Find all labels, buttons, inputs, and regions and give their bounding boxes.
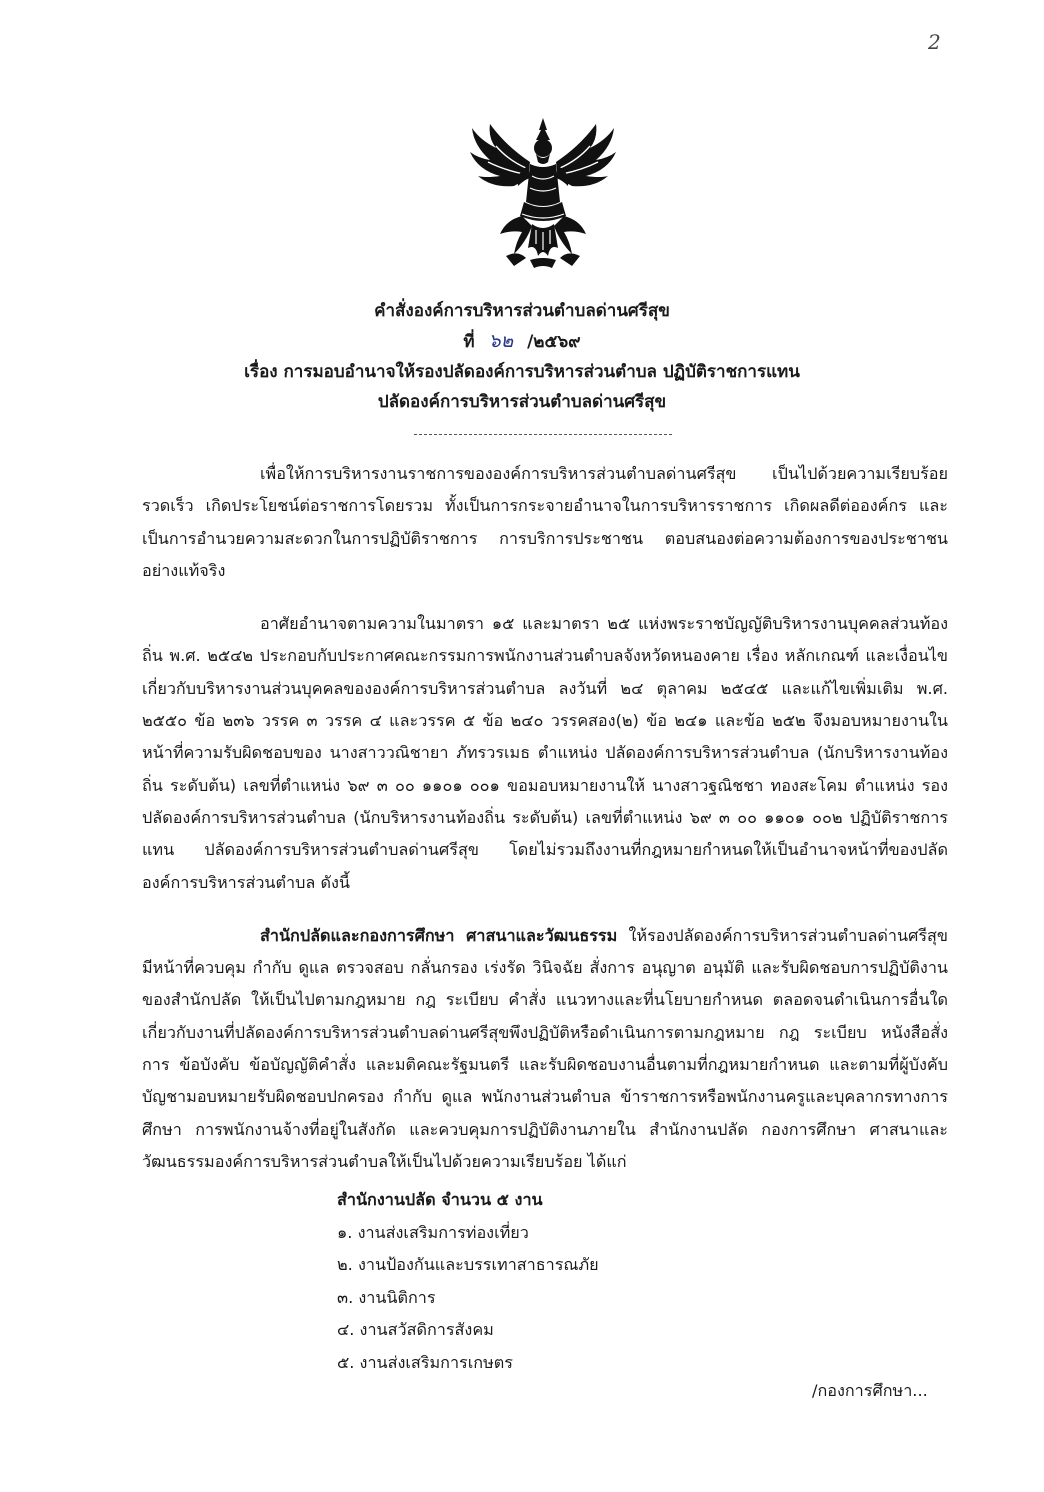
body-paragraph-3 — [142, 920, 948, 1178]
paragraph-3-text: ให้รองปลัดองค์การบริหารส่วนตำบลด่านศรีสุข มีหน้าที่ควบคุม กำกับ ดูแล ตรวจสอบ กลั่นกรอง เร่งรัด วินิจฉัย สั่งการ อนุญาต อนุมัติ และรับผิดชอบการปฏิบัติงานของสำนักปลัด ให้เป็นไปตามกฎหมาย กฎ ระเบียบ คำสั่ง แนวทางและที่นโยบายกำหนด ตลอดจนดำเนินการอื่นใด เกี่ยวกับงานที่ปลัดองค์การบริหารส่วนตำบลด่านศรีสุขพึงปฏิบัติหรือดำเนินการตามกฎหมาย กฎ ระเบียบ หนังสือสั่งการ ข้อบังคับ ข้อบัญญัติคำสั่ง และมติคณะรัฐมนตรี และรับผิดชอบงานอื่นตามที่กฎหมายกำหนด และตามที่ผู้บังคับบัญชามอบหมายรับผิดชอบปกครอง กำกับ ดูแล พนักงานส่วนตำบล ข้าราชการหรือพนักงานครูและบุคลากรทางการศึกษา การพนักงานจ้างที่อยู่ในสังกัด และควบคุมการปฏิบัติงานภายใน สำนักงานปลัด กองการศึกษา ศาสนาและวัฒนธรรมองค์การบริหารส่วนตำบลให้เป็นไปด้วยความเรียบร้อย ได้แก่ — [142, 925, 948, 1171]
garuda-emblem-icon — [466, 116, 620, 270]
list-item: ๒. งานป้องกันและบรรเทาสาธารณภัย — [337, 1255, 599, 1274]
header-divider — [414, 434, 672, 435]
work-list — [337, 1184, 599, 1379]
order-prefix: ที่ — [463, 332, 475, 352]
subject-line-1: เรื่อง การมอบอำนาจให้รองปลัดองค์การบริหารส่วนตำบล ปฏิบัติราชการแทน — [244, 362, 800, 382]
work-list-title: สำนักงานปลัด จำนวน ๕ งาน — [337, 1190, 543, 1209]
header-title: คำสั่งองค์การบริหารส่วนตำบลด่านศรีสุข — [374, 301, 670, 321]
list-item: ๕. งานส่งเสริมการเกษตร — [337, 1352, 513, 1372]
order-number-handwritten: ๖๒ — [488, 330, 514, 352]
paragraph-3-lead: สำนักปลัดและกองการศึกษา ศาสนาและวัฒนธรรม — [260, 925, 618, 945]
body-paragraph-1: เพื่อให้การบริหารงานราชการขององค์การบริหารส่วนตำบลด่านศรีสุข เป็นไปด้วยความเรียบร้อย รวดเร็ว เกิดประโยชน์ต่อราชการโดยรวม ทั้งเป็นการกระจายอำนาจในการบริหารราชการ เกิดผลดีต่อองค์กร และเป็นการอำนวยความสะดวกในการปฏิบัติราชการ การบริการประชาชน ตอบสนองต่อความต้องการของประชาชนอย่างแท้จริง — [142, 464, 948, 580]
body-paragraph-2: อาศัยอำนาจตามความในมาตรา ๑๕ และมาตรา ๒๕ แห่งพระราชบัญญัติบริหารงานบุคคลส่วนท้องถิ่น พ.ศ. ๒๕๔๒ ประกอบกับประกาศคณะกรรมการพนักงานส่วนตำบลจังหวัดหนองคาย เรื่อง หลักเกณฑ์ และเงื่อนไขเกี่ยวกับบริหารงานส่วนบุคคลขององค์การบริหารส่วนตำบล ลงวันที่ ๒๔ ตุลาคม ๒๕๔๕ และแก้ไขเพิ่มเติม พ.ศ. ๒๕๕๐ ข้อ ๒๓๖ วรรค ๓ วรรค ๔ และวรรค ๕ ข้อ ๒๔๐ วรรคสอง(๒) ข้อ ๒๔๑ และข้อ ๒๕๒ จึงมอบหมายงานในหน้าที่ความรับผิดชอบของ นางสาววณิชายา ภัทรวรเมธ ตำแหน่ง ปลัดองค์การบริหารส่วนตำบล (นักบริหารงานท้องถิ่น ระดับต้น) เลขที่ตำแหน่ง ๖๙ ๓ ๐๐ ๑๑๐๑ ๐๐๑ ขอมอบหมายงานให้ นางสาวฐณิชชา ทองสะโคม ตำแหน่ง รองปลัดองค์การบริหารส่วนตำบล (นักบริหารงานท้องถิ่น ระดับต้น) เลขที่ตำแหน่ง ๖๙ ๓ ๐๐ ๑๑๐๑ ๐๐๒ ปฏิบัติราชการแทน ปลัดองค์การบริหารส่วนตำบลด่านศรีสุข โดยไม่รวมถึงงานที่กฎหมายกำหนดให้เป็นอำนาจหน้าที่ของปลัดองค์การบริหารส่วนตำบล ดังนี้ — [142, 614, 948, 892]
subject-line-2: ปลัดองค์การบริหารส่วนตำบลด่านศรีสุข — [377, 392, 667, 412]
order-number-line — [0, 326, 1044, 357]
continuation-note: /กองการศึกษา... — [812, 1381, 928, 1400]
list-item: ๓. งานนิติการ — [337, 1287, 436, 1307]
document-header — [0, 296, 1044, 417]
list-item: ๔. งานสวัสดิการสังคม — [337, 1320, 494, 1339]
document-body — [142, 458, 948, 1199]
page-number: 2 — [928, 30, 941, 54]
list-item: ๑. งานส่งเสริมการท่องเที่ยว — [337, 1222, 529, 1242]
order-year: /๒๕๖๙ — [527, 332, 581, 352]
